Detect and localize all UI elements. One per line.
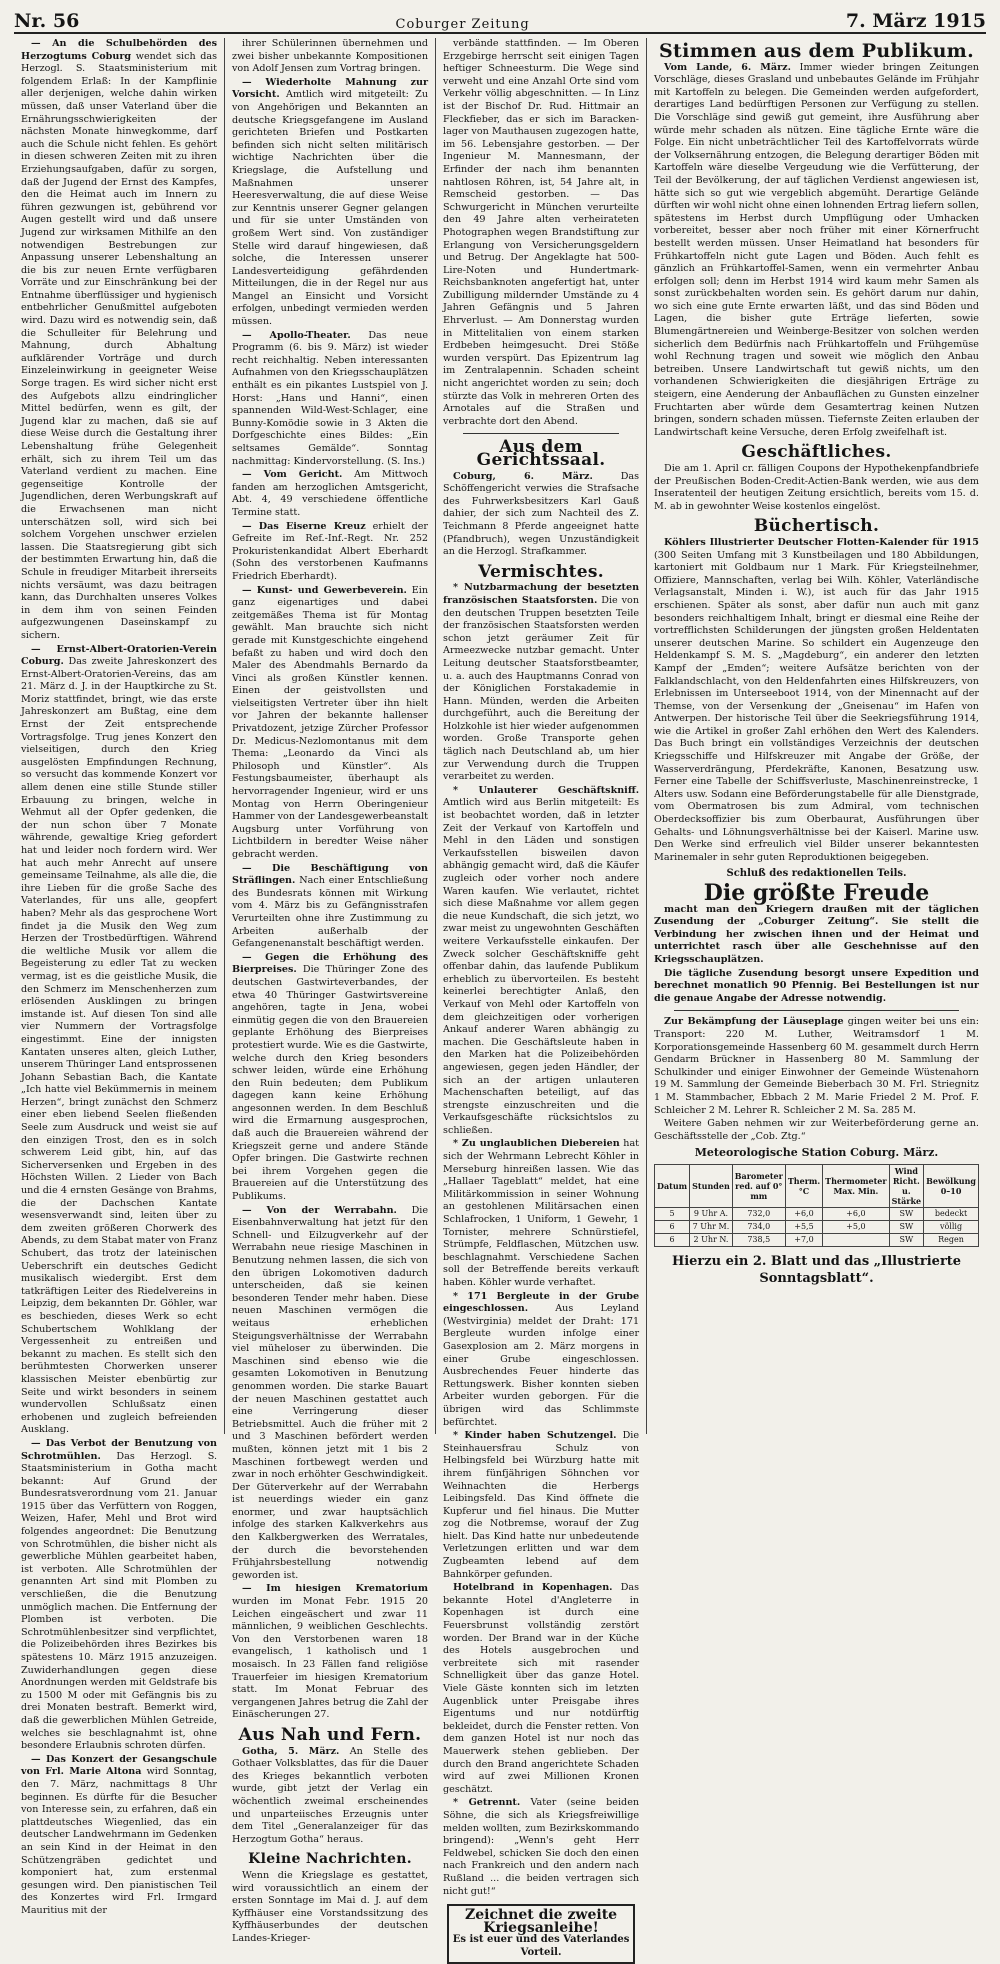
article	[443, 38, 639, 428]
editorial-end-note: Schluß des redaktionellen Teils.	[726, 868, 907, 880]
article	[443, 1430, 639, 1581]
article	[21, 644, 217, 1437]
article	[232, 469, 428, 519]
article-headline: — An die Schulbehörden des Herzogtums Coburg	[21, 38, 218, 62]
table-cell: 5	[655, 1207, 690, 1220]
article	[443, 1291, 639, 1430]
article	[654, 1016, 979, 1117]
article-text: Das Schöffengericht verwies die Strafsache des Fuhrwerksbesitzers Karl Gauß dahier, der sich zum Nachteil des Z. Teichmann 8 Pferde angeeignet hatte (Pfandbruch), wegen Unzuständigkeit an die Herzogl. Strafkammer.	[443, 470, 640, 558]
article-headline: — Kunst- und Gewerbeverein.	[242, 584, 407, 596]
section-heading: Aus Nah und Fern.	[238, 1724, 422, 1745]
article-headline: — Vom Gericht.	[242, 469, 343, 481]
article-headline: — Wiederholte Mahnung zur Vorsicht.	[232, 76, 429, 101]
article-text: Amtlich wird aus Berlin mitgeteilt: Es ist beobachtet worden, daß in letzter Zeit der Verkauf von Kartoffeln und Mehl in den Läden und sonstigen Verkaufsstellen bisweilen davon abhängig gemacht wird, daß die Käufer zugleich oder vorher noch andere Waren kaufen. Wie verlautet, richtet sich diese Maßnahme vor allem gegen die neue Kundschaft, die sich jetzt, wo zwar meist zu ungewohnten Geschäften weitere Verkaufsstelle einkaufen. Der Zweck solcher Geschäftskniffe geht offenbar dahin, das laufende Publikum erheblich zu übervorteilen. Es besteht keinerlei berechtigter Anlaß, den Verkauf von Mehl oder Kartoffeln von dem gleichzeitigen oder vorherigen Ankauf anderer Waren abhängig zu machen. Die Geschäftsleute haben in den Marken hat die Polizeibehörden angewiesen, gegen jeden Händler, der sich an der artigen unlauteren Machenschaften beteiligt, auf das strengste einzuschreiten und die Verkaufsgeschäfte rücksichtslos zu schließen.	[443, 797, 640, 1136]
article-headline: Zur Bekämpfung der Läuseplage	[664, 1016, 844, 1028]
article	[654, 62, 979, 440]
article-headline: * Zu unglaublichen Diebereien	[453, 1138, 620, 1150]
article-headline: * Getrennt.	[453, 1797, 521, 1809]
article	[443, 582, 639, 784]
section-heading: Vermischtes.	[478, 561, 604, 582]
weather-title: Meteorologische Station Coburg. März.	[694, 1146, 939, 1160]
article	[654, 968, 979, 1006]
article-text: Vater (seine beiden Söhne, die sich als Kriegsfreiwillige melden wollten, zum Bezirkskommando bringend): „Wenn's geht Herr Feldwebel, schicken Sie doch den einen nach Frankreich und den andern nach Rußland ... die beiden vertragen sich nicht gut!“	[443, 1797, 640, 1897]
table-row	[655, 1207, 979, 1220]
article-text: Das zweite Jahreskonzert des Ernst-Albert-Oratorien-Vereins, das am 21. März d. J. in der Hauptkirche zu St. Moriz stattfindet, bringt, wie das erste Jahreskonzert am Bußtag, eine dem Ernst der Zeit entsprechende Vortragsfolge. Trug jenes Konzert den vielseitigen, durch den Krieg ausgelösten Empfindungen Rechnung, so versucht das kommende Konzert vor allem denen eine stille Stunde stiller Erbauung zu bringen, welche in Wehmut all der Opfer gedenken, die der nun schon über 7 Monate währende, gewaltige Krieg gefordert hat und leider noch fordern wird. Wer hat auch mehr Anrecht auf unsere gemeinsame Teilnahme, als alle die, die ihre Lieben für die große Sache des Vaterlandes, für uns alle, geopfert haben? Mehr als das gesprochene Wort findet ja die Musik den Weg zum Herzen der Trostbedürftigen. Während die weltliche Musik vor allem die Begeisterung zu edler Tat zu wecken vermag, ist es die geistliche Musik, die den Schmerz im Menschenherzen zum erlösenden Ausklingen zu bringen imstande ist. Auf diesen Ton sind alle vier Nummern der Vortragsfolge eingestimmt. Eine der innigsten Kantaten unseres alten, gleich Luther, unserem Thüringer Land entsprossenen Johann Sebastian Bach, die Kantate „Ich hatte viel Bekümmernis in meinem Herzen“, bringt zunächst den Schmerz einer eben liebend Seelen fließenden Seele zum Ausdruck und weist sie auf den einzigen Trost, den es in solch schwerem Leid gibt, hin, auf das Sicherversenken und Ergeben in des Höchsten Willen. 2 Lieder von Bach und die 4 ernsten Gesänge von Brahms, die der Dachschen Kantate wesensverwandt sind, leiten über zu dem zweiten größeren Chorwerk des Abends, zu dem Stabat mater von Franz Schubert, das trotz der lateinischen Ueberschrift ein deutsches Gedicht musikalisch wiedergibt. Erst dem tatkräftigen Leiter des Riedelvereins in Leipzig, dem bekannten Dr. Göhler, war es beschieden, dieses Werk so echt Schubertschem Wohlklang der Vergessenheit zu entreißen und bekannt zu machen. Es stellt sich den berühmtesten Chorwerken unserer klassischen Meister ebenbürtig zur Seite und wirkt besonders in seinem wundervollen Schlußsatz einen erhobenen und zugleich befreienden Ausklang.	[21, 656, 218, 1436]
table-header: Thermometer Max. Min.	[823, 1164, 889, 1207]
article-headline: — Gegen die Erhöhung des Bierpreises.	[232, 951, 429, 976]
article-headline: * Nutzbarmachung der besetzten französischen Staatsforsten.	[443, 582, 640, 606]
table-cell: 6	[655, 1233, 690, 1246]
table-cell: 9 Uhr A.	[690, 1207, 733, 1220]
article	[654, 537, 979, 864]
table-header: Wind Richt. u. Stärke	[889, 1164, 924, 1207]
table-cell: SW	[889, 1233, 924, 1246]
article	[232, 1870, 428, 1946]
article-text: wurden im Monat Febr. 1915 20 Leichen eingeäschert und zwar 11 männlichen, 9 weiblichen Geschlechts. Von den Verstorbenen waren 18 evangelisch, 1 katholisch und 1 mosaisch. In 23 Fällen fand religiöse Trauerfeier im hiesigen Krematorium statt. Im Monat Februar des vergangenen Jahres betrug die Zahl der Einäscherungen 27.	[232, 1596, 429, 1721]
article	[232, 77, 428, 329]
table-header: Barometer red. auf 0° mm	[732, 1164, 785, 1207]
table-header-row	[655, 1164, 979, 1207]
article	[232, 1205, 428, 1583]
divider	[463, 433, 619, 434]
article-headline: — Im hiesigen Krematorium	[242, 1583, 429, 1595]
article	[232, 585, 428, 862]
article-text: Ein ganz eigenartiges und dabei zeitgemäßes Thema ist für Montag gewählt. Man brauchte sich nicht gerade mit Kunstgeschichte eingehend befaßt zu haben und wird doch den Maler des Abendmahls Bernardo da Vinci als großen Künstler kennen. Einen der geistvollsten und vielseitigsten Vertreter über ihn hielt vor Jahren der bekannte hallenser Privatdozent, jetzige Zürcher Professor Dr. Medicus-Nezlomontanus mit dem Thema: „Leonardo da Vinci als Philosoph und Künstler“. Als Festungsbaumeister, überhaupt als hervorragender Ingenieur, wird er uns Montag von Herrn Oberingenieur Hammer von der Landesgewerbeanstalt Augsburg unter Vorführung von Lichtbildern in beredter Weise näher gebracht werden.	[232, 584, 429, 860]
article-text: ihrer Schülerinnen übernehmen und zwei bisher unbekannte Kompositionen von Adolf Jensen zum Vortrag bringen.	[232, 38, 429, 75]
article-headline: Hotelbrand in Kopenhagen.	[453, 1582, 613, 1594]
article	[443, 1582, 639, 1796]
article-text: Die Thüringer Zone des deutschen Gastwirteverbandes, der etwa 40 Thüringer Gastwirtsvereine angehören, tagte in Jena, wobei einmütig gegen die von den Brauereien geplante Erhöhung des Bierpreises protestiert wurde. Wie es die Gastwirte, welche durch den Krieg besonders schwer leiden, würde eine Erhöhung den Ruin bedeuten; dem Publikum dagegen kann keine Erhöhung angesonnen werden. In dem Beschluß wird die Ermarnung ausgesprochen, daß auch die Brauereien während der Kriegszeit gerne und andere Stände Opfer bringen. Die Gastwirte rechnen bei ihrem Vorgehen gegen die Brauereien auf die Unterstützung des Publikums.	[232, 964, 429, 1203]
article	[21, 1754, 217, 1918]
article-headline: Vom Lande, 6. März.	[664, 61, 791, 73]
article	[21, 38, 217, 643]
article	[21, 1438, 217, 1753]
article-headline: * Kinder haben Schutzengel.	[453, 1430, 617, 1442]
weather-table	[654, 1164, 979, 1247]
article-text: Aus Leyland (Westvirginia) meldet der Draht: 171 Bergleute wurden infolge einer Gasexplosion am 2. März morgens in einer Grube eingeschlossen. Ausbrechendes Feuer hinderte das Rettungswerk. Bisher konnten sieben Arbeiter wurden geborgen. Für die übrigen wird das Schlimmste befürchtet.	[443, 1303, 640, 1428]
table-cell: +5,0	[823, 1220, 889, 1233]
table-cell: 2 Uhr N.	[690, 1233, 733, 1246]
article-headline: Köhlers Illustrierter Deutscher Flotten-Kalender für 1915	[664, 536, 979, 548]
article-headline: * 171 Bergleute in der Grube eingeschlossen.	[443, 1290, 640, 1315]
section-heading: Büchertisch.	[753, 516, 880, 537]
article	[232, 1746, 428, 1847]
article-headline: — Das Konzert der Gesangschule von Frl. Marie Altona	[21, 1753, 218, 1778]
table-cell: +7,0	[785, 1233, 822, 1246]
section-heading: Aus dem Gerichtssaal.	[476, 437, 606, 470]
table-header: Stunden	[690, 1164, 733, 1207]
newspaper-title: Coburger Zeitung	[395, 17, 530, 32]
table-cell: +6,0	[823, 1207, 889, 1220]
article	[443, 1797, 639, 1898]
column-1	[14, 38, 225, 1916]
article-headline: * Unlauterer Geschäftskniff.	[453, 784, 640, 796]
table-cell: 734,0	[732, 1220, 785, 1233]
article-text: Am Mittwoch fanden am herzoglichen Amtsgericht, Abt. 4, 49 verschiedene öffentliche Termine statt.	[232, 469, 429, 518]
section-heading: Stimmen aus dem Publikum.	[659, 40, 975, 62]
article	[232, 330, 428, 469]
table-cell: 732,0	[732, 1207, 785, 1220]
article-text: gingen weiter bei uns ein: Transport: 220 M. Luther, Weitramsdorf 1 M. Korporationsgemeinde Hassenberg 60 M. gesammelt durch Herrn Gendarm Brückner in Hassenberg 80 M. Sammlung der Schulkinder und einiger Einwohner der Gemeinde Wüstenahorn 19 M. Sammlung der Gemeinde Bieberbach 30 M. Frl. Striegnitz 1 M. Stammbacher, Ebbach 2 M. Marie Friedel 2 M. Prof. F. Schleicher 2 M. Lehrer R. Schleicher 2 M. Sa. 285 M.	[654, 1016, 979, 1116]
table-header: Datum	[655, 1164, 690, 1207]
section-heading: Kleine Nachrichten.	[248, 1851, 412, 1868]
article-text: verbände stattfinden. — Im Oberen Erzgebirge herrscht seit einigen Tagen heftiger Schneesturm. Die Wege sind verweht und eine Anzahl Orte sind vom Verkehr völlig abgeschnitten. — In Linz ist der Bischof Dr. Rud. Hittmair an Fleckfieber, das er sich im Barackenlager von Mauthausen zugezogen hatte, im 56. Lebensjahre gestorben. — Der Ingenieur M. Mannesmann, der Erfinder der nach ihm benannten nahtlosen Röhren, ist, 54 Jahre alt, in Remscheid gestorben. — Das Schwurgericht in München verurteilte den 49 Jahre alten verheirateten Photographen wegen Brandstiftung zur Erlangung von Versicherungsgeldern und Betrug. Der Angeklagte hat 500-Lire-Noten und Hundertmark-Reichsbanknoten angefertigt hat, unter Zubilligung mildernder Umstände zu 4 Jahren Gefängnis und 5 Jahren Ehrverlust. — Am Donnerstag wurden in Mittelitalien von einem starken Erdbeben heimgesucht. Drei Stöße wurden verspürt. Das Epizentrum lag im Zentralapennin. Schaden scheint nicht angerichtet worden zu sein; doch stürzte das Volk in mehreren Orten des Arnotales auf die Straßen und verbrachte dort den Abend.	[443, 38, 640, 427]
article-text: wird Sonntag, den 7. März, nachmittags 8 Uhr beginnen. Es dürfte für die Besucher von Interesse sein, zu erfahren, daß ein plattdeutsches Wiegenlied, das ein deutscher Landwehrmann im Gedenken an sein Kind in der Heimat in den Schützengräben gedichtet und komponiert hat, zum erstenmal gesungen wird. Den pianistischen Teil des Konzertes wird Frl. Irmgard Mauritius mit der	[21, 1766, 218, 1916]
table-cell: +6,0	[785, 1207, 822, 1220]
article-text: An Stelle des Gothaer Volksblattes, das für die Dauer des Krieges bekanntlich verboten wurde, gibt jetzt der Verlag ein wöchentlich zweimal erscheinendes und unparteiisches Erzeugnis unter dem Titel „Generalanzeiger für das Herzogtum Gotha“ heraus.	[232, 1745, 429, 1845]
article-text: Die tägliche Zusendung besorgt unsere Expedition und berechnet monatlich 90 Pfennig. Bei Bestellungen ist nur die genaue Angabe der Adresse notwendig.	[654, 967, 979, 1004]
article-text: hat sich der Wehrmann Lebrecht Köhler in Merseburg hinreißen lassen. Wie das „Hallaer Tageblatt“ meldet, hat eine Militärkommission in seiner Wohnung an gestohlenen Militärsachen einen Schlafrocken, 1 Uniform, 1 Gewehr, 1 Tornister, mehrere Schnürstiefel, Strümpfe, Feldflaschen, Mützchen usw. beschlagnahmt. Verschiedene Sachen soll der Betreffende bereits verkauft haben. Köhler wurde verhaftet.	[443, 1138, 640, 1288]
article-text: Die von den deutschen Truppen besetzten Teile der französischen Staatsforsten werden schon jetzt geräumer Zeit für Armeezwecke nutzbar gemacht. Unter Leitung deutscher Staatsforstbeamter, u. a. auch des Hauptmanns Conrad von der Königlichen Forstakademie in Hann. Münden, werden die Arbeiten durchgeführt, auch die Bereitung der Holzkohle ist hier wieder aufgenommen worden. Große Transporte gehen täglich nach Deutschland ab, um hier zur Verwendung durch die Truppen verarbeitet zu werden.	[443, 594, 640, 783]
article	[232, 863, 428, 951]
article-text: Das Herzogl. S. Staatsministerium in Gotha macht bekannt: Auf Grund der Bundesratsverordnung vom 21. Januar 1915 über das Verfüttern von Roggen, Weizen, Hafer, Mehl und Brot wird folgendes angeordnet: Die Benutzung von Schrotmühlen, die bisher nicht als gewerbliche Mühlen gearbeitet haben, ist verboten. Alle Schrotmühlen der genannten Art sind mit Plomben zu verschließen, die die Benutzung unmöglich machen. Die Entfernung der Plomben ist verboten. Die Schrotmühlenbesitzer sind verpflichtet, die Polizeibehörden ihres Bezirkes bis spätestens 10. März 1915 anzuzeigen. Zuwiderhandlungen gegen diese Anordnungen werden mit Geldstrafe bis zu 1500 M oder mit Gefängnis bis zu drei Monaten bestraft. Bemerkt wird, daß die gewerblichen Mühlen Getreide, welches sie beschlagnahmt ist, ohne besondere Erlaubnis schroten dürfen.	[21, 1450, 218, 1752]
article-text: wendet sich das Herzogl. S. Staatsministerium mit folgendem Erlaß: In der Kampflinie aller derjenigen, welche dahin wirken müssen, daß unser Vaterland über die Ernährungsschwierigkeiten der nächsten Monate hinwegkomme, darf auch die Schule nicht fehlen. Es gehört in diesen schweren Zeiten mit zu ihren Erziehungsaufgaben, dafür zu sorgen, daß der Jugend der Ernst des Kampfes, den die Heimat auch im Innern zu führen gezwungen ist, gebührend vor Augen gestellt wird und daß unsere Jugend zur wirksamen Mithilfe an den notwendigen Bestrebungen zur Anpassung unserer Lebenshaltung an die bis zur neuen Ernte verfügbaren Vorräte und zur Einschränkung bei der Entnahme überflüssiger und hygienisch entbehrlicher Genußmittel aufgeboten wird. Dazu wird es notwendig sein, daß die Schulleiter für Belehrung und Mahnung, durch Abhaltung aufklärender Vorträge und durch Einzeleinwirkung in geeigneter Weise Sorge tragen. Es wird sicher nicht erst des Aufgebots allzu eindringlicher Mittel bedürfen, wenn es gilt, der Jugend klar zu machen, daß sie auf diese Weise durch die Gestaltung ihrer Lebenshaltung frühe Gelegenheit erhält, sich zu ihrem Teil um das Vaterland verdient zu machen. Eine gegenseitige Kontrolle der Jugendlichen, deren Werbungskraft auf die Erwachsenen man nicht unterschätzen soll, wird sich bei solchem Vorgehen unschwer erzielen lassen. Die Staatsregierung gibt sich der bestimmten Erwartung hin, daß die Schule in freudiger Mitarbeit ihrerseits nichts versäumt, was dazu beitragen kann, das Durchhalten unseres Volkes in dem ihm von seinen Feinden aufgezwungenen Daseinskampf zu sichern.	[21, 50, 218, 641]
issue-number: Nr. 56	[14, 10, 80, 32]
article-text: Das neue Programm (6. bis 9. März) ist wieder recht reichhaltig. Neben interessanten Aufnahmen von den Kriegsschauplätzen enthält es ein pikantes Lustspiel von J. Horst: „Hans und Hanni“, einen spannenden Wild-West-Schlager, eine Bunny-Komödie sowie in 3 Akten die Dorfgeschichte eines Bildes: „Ein seltsames Gemälde“. Sonntag nachmittag: Kindervorstellung. (S. Ins.)	[232, 329, 429, 467]
divider	[674, 1010, 959, 1011]
column-4	[647, 38, 986, 1434]
section-heading: Geschäftliches.	[741, 442, 892, 463]
article	[654, 904, 979, 967]
ad-headline: Zeichnet die zweite Kriegsanleihe!	[465, 1907, 618, 1936]
table-cell: völlig	[924, 1220, 979, 1233]
table-cell: 6	[655, 1220, 690, 1233]
article	[232, 38, 428, 76]
article	[232, 521, 428, 584]
table-cell: bedeckt	[924, 1207, 979, 1220]
article-text: Nach einer Entschließung des Bundesrats können mit Wirkung vom 4. März bis zu Gefängnisstrafen Verurteilten ohne ihre Zustimmung zu Arbeiten außerhalb der Gefangenenanstalt beschäftigt werden.	[232, 875, 429, 950]
article-text: erhielt der Gefreite im Ref.-Inf.-Regt. Nr. 252 Prokuristenkandidat Albert Eberhardt (Sohn des verstorbenen Kaufmanns Friedrich Eberhardt).	[232, 520, 429, 582]
article-headline: — Die Beschäftigung von Sträflingen.	[232, 862, 429, 887]
table-cell: +5,5	[785, 1220, 822, 1233]
article-text: Das bekannte Hotel d'Angleterre in Kopenhagen ist durch eine Feuersbrunst vollständig zerstört worden. Der Brand war in der Küche des Hotels ausgebrochen und verbreitete sich mit rasender Schnelligkeit über das ganze Hotel. Viele Gäste konnten sich im letzten Augenblick unter Preisgabe ihres Eigentums und nur notdürftig bekleidet, durch die Fenster retten. Von dem ganzen Hotel ist nur noch das Mauerwerk stehen geblieben. Der durch den Brand angerichtete Schaden wird auf zwei Millionen Kronen geschätzt.	[443, 1582, 640, 1795]
article-text: Immer wieder bringen Zeitungen Vorschläge, dieses Grasland und unbebautes Gelände im Frühjahr mit Kartoffeln zu belegen. Die Gemeinden werden aufgefordert, derartiges Land bedürftigen Personen zur Verfügung zu stellen. Die Vorschläge sind gewiß gut gemeint, ihre Ausführung aber würde mehr schaden als nützen. Eine tägliche Ernte wäre die Folge. Ein nicht unbeträchtlicher Teil des Kartoffelvorrats würde der Volksernährung entzogen, die Belegung derartiger Böden mit Kartoffeln wäre dieselbe Vergeudung wie die Verfütterung, der Teil der Bevölkerung, der auf täglichen Verdienst angewiesen ist, hätte sich so gut wie vergeblich abgemüht. Derartige Gelände dürften wir wohl nicht ohne einen lohnenden Ertrag liefern sollen, spätestens im Herbst durch Umpflügung oder Umhacken vorbereitet, besser aber noch früher mit einer Körnerfrucht bestellt werden müssen. Unser Heimatland hat besonders für Frühkartoffeln nicht gute Lagen und Böden. Auch fehlt es gänzlich an Frühkartoffel-Samen, wenn ein vermehrter Anbau erfolgen soll; denn im Herbst 1914 wird kaum mehr Samen als sonst zurückbehalten worden sein. Es gehört darum nur dahin, wo sich eine gute Ernte erwarten läßt, und das sind Böden und Lagen, die bisher gute Erträge lieferten, sowie Blumengärtnereien und Weinberge-Besitzer von solchen werden sicherlich dem Bedürfnis nach Frühkartoffeln und Frühgemüse wohl Rechnung tragen und soweit wie möglich den Anbau betreiben. Unsere Landwirtschaft tut gewiß nichts, um den vorhandenen Schwierigkeiten die diesjährigen Erträge zu steigern, eine Aenderung der Anbauflächen zu Gunsten einzelner Fruchtarten aber würde dem Gesamtertrag keinen Nutzen bringen, sondern schaden müssen. Tiefernste Zeiten erlauben der Landwirtschaft keine Versuche, deren Erfolg zweifelhaft ist.	[654, 61, 979, 438]
table-row	[655, 1233, 979, 1246]
article-text: macht man den Kriegern draußen mit der täglichen Zusendung der „Coburger Zeitung“. Sie stellt die Verbindung her zwischen ihnen und der Heimat und unterrichtet rasch über alle Geschehnisse auf den Kriegsschauplätzen.	[654, 903, 979, 965]
article-text: (300 Seiten Umfang mit 3 Kunstbeilagen und 180 Abbildungen, kartoniert mit Goldbaum nur 1 Mark. Für Kriegsteilnehmer, Offiziere, Mannschaften, verlag bei Wilh. Köhler, Vaterländische Verlagsanstalt, Minden i. W.), ist auch für das Jahr 1915 erschienen. Später als sonst, aber dafür nun auch mit ganz besonders reichhaltigem Inhalt, bringt er diesmal eine Reihe der vortrefflichsten Schilderungen der jüngsten großen Heldentaten unserer deutschen Marine. So schildert ein Augenzeuge den Heldenkampf S. M. S. „Magdeburg“, ein anderer den letzten Kampf der „Emden“; weitere Aufsätze berichten von der Falklandschlacht, von den Heldenfahrten eines Hilfskreuzers, von Erlebnissen im Unterseeboot 1914, von der Minennacht auf der Themse, von der Versenkung der „Gneisenau“ im Hafen von Antwerpen. Der historische Teil über die Seekriegsführung 1914, wie die Artikel in großer Zahl erhöhen den Wert des Kalenders. Das Buch bringt ein vollständiges Verzeichnis der deutschen Kriegsschiffe und Hilfskreuzer mit Angabe der Größe, der Wasserverdrängung, Pferdekräfte, Kanonen, Besatzung usw. Ferner eine Tabelle der Schiffsverluste, Maschinenreinstrecke, 1 Alters usw. Sodann eine Beförderungstabelle für alle Dienstgrade, vom Obermatrosen bis zum Admiral, vom technischen Oberdecksoffizier bis zum Oberbaurat, Ausführungen über Gehalts- und Löhnungsverhältnisse bei der Kaiserl. Marine usw. Den Werke sind erfreulich viel Bilder unserer bekanntesten Marinemaler in sehr guten Reproduktionen beigegeben.	[654, 549, 979, 863]
table-cell: SW	[889, 1207, 924, 1220]
article-text: Die Eisenbahnverwaltung hat jetzt für den Schnell- und Eilzugverkehr auf der Werrabahn neue riesige Maschinen in Benutzung nehmen lassen, die sich von den übrigen Lokomotiven dadurch unterscheiden, daß sie keinen besonderen Tender mehr haben. Diese neuen Maschinen vermögen die weitaus erheblichen Steigungsverhältnisse der Werrabahn viel müheloser zu überwinden. Die Maschinen sind ebenso wie die gesamten Lokomotiven in Benutzung genommen worden. Die starke Bauart der neuen Maschinen gestattet auch eine Verringerung dieser Betriebsmittel. Auch die früher mit 2 und 3 Maschinen befördert werden mußten, können jetzt mit 1 bis 2 Maschinen fortbewegt werden und zwar in noch erhöhter Geschwindigkeit. Der Güterverkehr auf der Werrabahn ist neuerdings wieder ein ganz enormer, und zwar hauptsächlich infolge des starken Kalkverkehrs aus den Kalkbergwerken des Werratales, der durch die bevorstehenden Frühjahrsbestellung notwendig geworden ist.	[232, 1204, 429, 1581]
article	[654, 463, 979, 513]
article	[654, 1118, 979, 1143]
article	[443, 471, 639, 559]
article-text: Amtlich wird mitgeteilt: Zu von Angehörigen und Bekannten an deutsche Kriegsgefangene im Ausland gerichteten Briefen und Postkarten befinden sich nicht selten militärisch wichtige Nachrichten über die Kriegslage, die Aufstellung und Maßnahmen unserer Heeresverwaltung, die auf diese Weise zur Kenntnis unserer Gegner gelangen und für sie unter Umständen von großem Wert sind. Von zuständiger Stelle wird darauf hingewiesen, daß solche, die Interessen unserer Landesverteidigung gefährdenden Mitteilungen, die in der Regel nur aus Mangel an Einsicht und Vorsicht erfolgen, unbedingt vermieden werden müssen.	[232, 89, 429, 328]
issue-date: 7. März 1915	[845, 10, 986, 32]
article	[443, 1138, 639, 1289]
article-headline: Coburg, 6. März.	[453, 470, 593, 482]
war-bond-ad	[447, 1904, 635, 1964]
article-headline: — Apollo-Theater.	[242, 329, 351, 341]
table-header: Therm. °C	[785, 1164, 822, 1207]
ad-headline: Die größte Freude	[703, 880, 930, 906]
supplement-note: Hierzu ein 2. Blatt und das „Illustrierte Sonntagsblatt“.	[671, 1253, 962, 1286]
masthead	[14, 6, 986, 34]
article	[443, 785, 639, 1138]
columns	[14, 38, 986, 1958]
ad-subline: Es ist euer und des Vaterlandes Vorteil.	[452, 1934, 630, 1958]
table-header: Bewölkung 0–10	[924, 1164, 979, 1207]
column-3	[436, 38, 647, 1958]
article-text: Die am 1. April cr. fälligen Coupons der Hypothekenpfandbriefe der Preußischen Boden-Credit-Actien-Bank werden, wie aus dem Inseratenteil der heutigen Zeitung ersichtlich, bereits vom 15. d. M. ab in gewohnter Weise kostenlos eingelöst.	[654, 463, 979, 512]
article-text: Wenn die Kriegslage es gestattet, wird voraussichtlich an einem der ersten Sonntage im Mai d. J. auf dem Kyffhäuser eine Vorstandssitzung des Kyffhäuserbundes der deutschen Landes-Krieger-	[232, 1869, 429, 1944]
table-cell	[823, 1233, 889, 1246]
table-row	[655, 1220, 979, 1233]
article-headline: — Ernst-Albert-Oratorien-Verein Coburg.	[21, 643, 218, 668]
article-headline: Gotha, 5. März.	[242, 1745, 340, 1757]
article-text: Die Steinhauersfrau Schulz von Helbingsfeld bei Würzburg hatte mit ihrem fünfjährigen Söhnchen vor Weihnachten die Herbergs Leibingsfeld. Das Kind öffnete die Kupferur und fiel hinaus. Die Mutter zog die Notbremse, worauf der Zug hielt. Das Kind hatte nur unbedeutende Verletzungen erlitten und war dem Zugbeamten lebend auf dem Bahnkörper gefunden.	[443, 1430, 640, 1580]
article-headline: — Das Eiserne Kreuz	[242, 520, 366, 532]
table-cell: SW	[889, 1220, 924, 1233]
article	[232, 952, 428, 1204]
table-cell: Regen	[924, 1233, 979, 1246]
article-text: Weitere Gaben nehmen wir zur Weiterbeförderung gerne an. Geschäftsstelle der „Cob. Ztg.“	[654, 1118, 979, 1142]
table-cell: 738,5	[732, 1233, 785, 1246]
article-headline: — Von der Werrabahn.	[242, 1204, 397, 1216]
table-cell: 7 Uhr M.	[690, 1220, 733, 1233]
article-headline: — Das Verbot der Benutzung von Schrotmühlen.	[21, 1437, 218, 1462]
article	[232, 1583, 428, 1722]
column-2	[225, 38, 436, 1944]
